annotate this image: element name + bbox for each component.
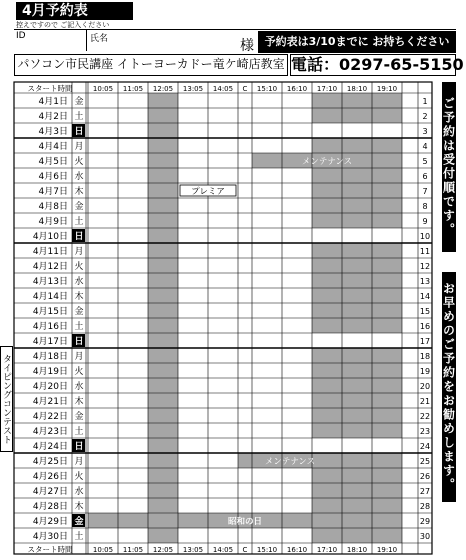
shaded-slot [312,318,402,333]
row-number: 21 [419,397,431,406]
row-date: 4月23日 [32,427,68,437]
time-header: 13:05 [182,85,204,93]
row-date: 4月11日 [32,247,68,257]
row-date: 4月3日 [38,127,68,137]
row-weekday: 月 [74,457,84,467]
row-weekday: 日 [74,442,84,452]
row-weekday: 土 [74,427,84,437]
time-footer: 16:10 [286,546,308,554]
shaded-slot [312,393,402,408]
row-weekday: 金 [74,202,84,212]
row-date: 4月20日 [32,382,68,392]
time-header: 12:05 [152,85,174,93]
store-name: パソコン市民講座 イトーヨーカドー竜ケ崎店教室 [14,54,288,76]
row-number: 6 [422,172,428,181]
row-weekday: 火 [74,262,84,272]
shaded-slot [312,378,402,393]
shaded-slot [312,288,402,303]
shaded-slot [312,423,402,438]
row-number: 14 [419,292,431,301]
shaded-slot [312,138,402,153]
row-number: 20 [419,382,431,391]
shaded-slot [312,168,402,183]
row-date: 4月5日 [38,157,68,167]
row-date: 4月26日 [32,472,68,482]
time-footer: C [242,546,248,554]
row-weekday: 土 [74,532,84,542]
row-weekday: 日 [74,232,84,242]
row-date: 4月14日 [32,292,68,302]
row-weekday: 日 [74,337,84,347]
time-header: 14:05 [212,85,234,93]
row-weekday: 金 [74,97,84,107]
row-weekday: 水 [74,487,84,497]
row-date: 4月22日 [32,412,68,422]
shaded-slot [312,363,402,378]
row-date: 4月9日 [38,217,68,227]
row-number: 7 [422,187,428,196]
shaded-slot [312,198,402,213]
row-date: 4月21日 [32,397,68,407]
row-date: 4月1日 [38,97,68,107]
row-weekday: 金 [74,517,84,527]
time-footer: 11:05 [122,546,144,554]
row-weekday: 金 [74,307,84,317]
time-footer: 18:10 [346,546,368,554]
row-date: 4月10日 [32,232,68,242]
row-weekday: 木 [74,502,84,512]
row-date: 4月17日 [32,337,68,347]
row-weekday: 木 [74,187,84,197]
shaded-slot [312,483,402,498]
time-header: 18:10 [346,85,368,93]
premier-label: プレミア [191,187,225,197]
row-number: 16 [419,322,431,331]
row-weekday: 土 [74,217,84,227]
row-number: 5 [422,157,428,166]
row-date: 4月8日 [38,202,68,212]
shaded-slot [312,408,402,423]
row-number: 4 [422,142,428,151]
shaded-slot [312,93,402,108]
row-weekday: 火 [74,472,84,482]
row-number: 26 [419,472,431,481]
typing-contest-label: タイピングコンテスト [0,346,13,452]
time-footer: 12:05 [152,546,174,554]
shaded-slot [312,498,402,513]
row-weekday: 火 [74,157,84,167]
time-header: 19:10 [376,85,398,93]
id-label: ID [16,31,26,41]
row-number: 17 [419,337,431,346]
row-number: 27 [419,487,431,496]
time-header: C [242,85,248,93]
shaded-slot [312,213,402,228]
row-number: 19 [419,367,431,376]
shaded-slot [312,243,402,258]
row-number: 30 [419,532,431,541]
row-date: 4月13日 [32,277,68,287]
shaded-slot [312,258,402,273]
row-number: 3 [422,127,428,136]
row-weekday: 日 [74,127,84,137]
time-footer: 17:10 [316,546,338,554]
row-number: 22 [419,412,431,421]
row-number: 15 [419,307,431,316]
row-date: 4月18日 [32,352,68,362]
row-weekday: 月 [74,352,84,362]
start-time-label-footer: スタート時間 [27,545,73,554]
row-number: 23 [419,427,431,436]
phone-number: 電話：0297-65-5150 [291,55,464,74]
time-header: 10:05 [92,85,114,93]
row-weekday: 火 [74,367,84,377]
time-footer: 14:05 [212,546,234,554]
row-date: 4月24日 [32,442,68,452]
time-footer: 19:10 [376,546,398,554]
row-weekday: 水 [74,382,84,392]
row-weekday: 土 [74,112,84,122]
shaded-slot [312,108,402,123]
honorific: 様 [240,38,254,54]
row-number: 29 [419,517,431,526]
row-date: 4月28日 [32,502,68,512]
row-date: 4月7日 [38,187,68,197]
shaded-slot [312,468,402,483]
row-number: 8 [422,202,428,211]
row-date: 4月16日 [32,322,68,332]
shaded-slot [312,348,402,363]
row-weekday: 月 [74,142,84,152]
reserve-deadline-banner: 予約表は3/10までに お持ちください [258,31,456,53]
time-header: 11:05 [122,85,144,93]
time-footer: 10:05 [92,546,114,554]
row-weekday: 水 [74,277,84,287]
row-weekday: 月 [74,247,84,257]
row-date: 4月30日 [32,532,68,542]
row-date: 4月25日 [32,457,68,467]
name-label: 氏名 [90,34,109,44]
row-date: 4月15日 [32,307,68,317]
time-header: 15:10 [256,85,278,93]
shaded-slot [312,303,402,318]
page-title: 4月予約表 [16,2,133,20]
shaded-slot [312,273,402,288]
row-date: 4月4日 [38,142,68,152]
row-date: 4月27日 [32,487,68,497]
row-number: 24 [419,442,431,451]
time-header: 16:10 [286,85,308,93]
row-number: 1 [422,97,428,106]
row-number: 25 [419,457,431,466]
time-header: 17:10 [316,85,338,93]
row-weekday: 木 [74,292,84,302]
row-number: 2 [422,112,428,121]
row-number: 10 [419,232,431,241]
row-date: 4月2日 [38,112,68,122]
time-footer: 15:10 [256,546,278,554]
side-note-book-early: お早めのご予約をお勧めします。 [442,272,456,502]
row-weekday: 土 [74,322,84,332]
row-number: 12 [419,262,431,271]
row-date: 4月19日 [32,367,68,377]
maintenance-label: メンテナンス [264,457,316,467]
row-date: 4月12日 [32,262,68,272]
start-time-label: スタート時間 [27,84,73,93]
shaded-slot [312,528,402,543]
side-note-first-come: ご予約は受付順です。 [442,82,456,252]
row-number: 28 [419,502,431,511]
row-number: 9 [422,217,428,226]
shaded-slot [238,453,402,468]
row-weekday: 水 [74,172,84,182]
row-date: 4月6日 [38,172,68,182]
row-date: 4月29日 [32,517,68,527]
row-number: 13 [419,277,431,286]
time-footer: 13:05 [182,546,204,554]
maintenance-label: メンテナンス [301,157,353,167]
row-weekday: 金 [74,412,84,422]
row-number: 18 [419,352,431,361]
row-weekday: 木 [74,397,84,407]
fill-in-note: 控えですので ご記入ください [16,21,110,29]
holiday-label: 昭和の日 [227,517,263,527]
row-number: 11 [419,247,431,256]
shaded-slot [312,183,402,198]
